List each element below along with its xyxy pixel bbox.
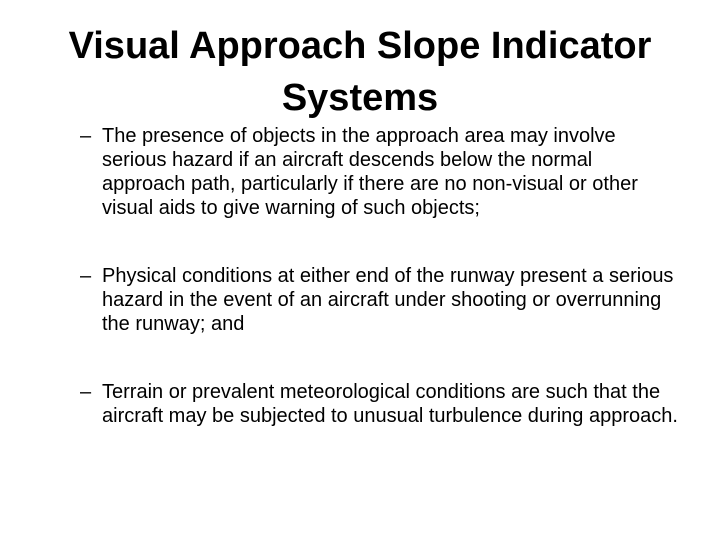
bullet-dash: – bbox=[80, 381, 92, 403]
bullet-dash: – bbox=[80, 125, 92, 147]
bullet-dash: – bbox=[80, 265, 92, 287]
bullet-text: Terrain or prevalent meteorological conditions are such that the aircraft may be subjected to unusual turbulence during approach. bbox=[102, 381, 678, 427]
bullet-item bbox=[80, 380, 680, 428]
slide-title-line-2: Systems bbox=[281, 77, 439, 119]
bullet-text: The presence of objects in the approach area may involve serious hazard if an aircraft descends below the normal approach path, particularly if there are no non-visual or other visual aids to give warning of such objects; bbox=[102, 125, 638, 219]
bullet-list bbox=[80, 124, 680, 428]
slide-title bbox=[0, 20, 720, 124]
bullet-item bbox=[80, 124, 680, 220]
slide-title-line-1: Visual Approach Slope Indicator bbox=[68, 25, 652, 67]
bullet-item bbox=[80, 264, 680, 336]
bullet-text: Physical conditions at either end of the runway present a serious hazard in the event of an aircraft under shooting or overrunning the runway; and bbox=[102, 265, 674, 335]
